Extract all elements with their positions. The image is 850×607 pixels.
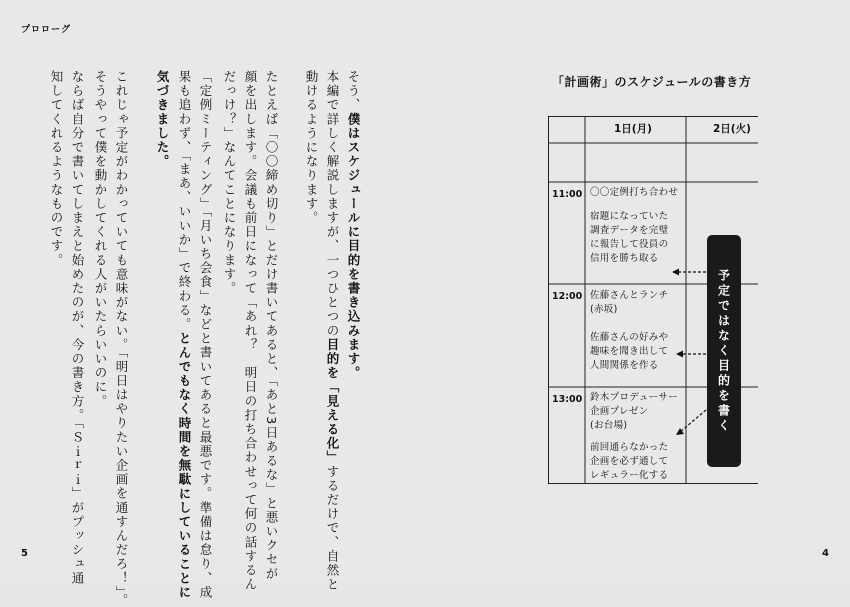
- text-span: 動けるようになります。: [304, 70, 319, 226]
- schedule-entry: 〇〇定例打ち合わせ 宿題になっていた 調査データを完璧 に報告して役員の 信用を勝ち取る: [590, 187, 679, 264]
- page-number-right: 4: [822, 548, 829, 559]
- text-span: 顔を出します。会議も前日になって「あれ？ 明日の打ち合わせって何の話するん: [243, 70, 258, 592]
- text-span: そうやって僕を動かしてくれる人がいたらいいのに。: [93, 70, 108, 409]
- schedule-entry: 鈴木プロデューサー 企画プレゼン (お台場) 前回通らなかった 企画を必ず通して レギュラー化する: [590, 392, 678, 481]
- schedule-entry: 佐藤さんとランチ (赤坂) 佐藤さんの好みや 趣味を聞き出して 人間関係を作る: [590, 290, 669, 371]
- text-span: ならば自分で書いてしまえと始めたのが、今の書き方。「Ｓｉｒｉ」がプッシュ通: [70, 70, 85, 586]
- text-span: 「定例ミーティング」「月いち会食」などと書いてあると最悪です。準備は怠り、成: [198, 70, 213, 600]
- emphasis-text: 目的を「見える化」: [325, 337, 340, 465]
- text-span: 知してくれるようなものです。: [49, 70, 64, 268]
- day-header-2: 2日(火): [713, 123, 751, 135]
- emphasis-text: 気づきました。: [155, 70, 170, 169]
- emphasis-text: とんでもなく時間を無駄にしていることに: [177, 331, 192, 600]
- text-span: 本編で詳しく解説しますが、一つひとつの: [325, 70, 340, 338]
- time-label: 13:00: [552, 394, 583, 405]
- text-span: たとえば「〇〇締め切り」とだけ書いてあると、「あと3日あるな」と悪いクセが: [264, 70, 279, 581]
- callout-box: [707, 235, 741, 467]
- page-number-left: 5: [21, 548, 28, 559]
- text-span: だっけ？」なんてことになります。: [222, 70, 237, 296]
- chapter-header: プロローグ: [21, 25, 72, 35]
- schedule-title: 「計画術」のスケジュールの書き方: [552, 75, 752, 89]
- text-span: そう、: [346, 70, 361, 113]
- text-span: これじゃ予定がわかっていても意味がない。「明日はやりたい企画を通すんだろ！」。: [114, 70, 129, 607]
- text-span: するだけで、自然と: [325, 464, 340, 592]
- time-label: 11:00: [552, 189, 583, 200]
- time-label: 12:00: [552, 291, 583, 302]
- day-header-1: 1日(月): [614, 123, 652, 135]
- emphasis-text: 僕はスケジュールに目的を書き込みます。: [346, 112, 361, 381]
- text-span: 果も追わず、「まあ、いいか」で終わる。: [177, 70, 192, 332]
- callout-text: 予定ではなく目的を書く: [716, 268, 731, 434]
